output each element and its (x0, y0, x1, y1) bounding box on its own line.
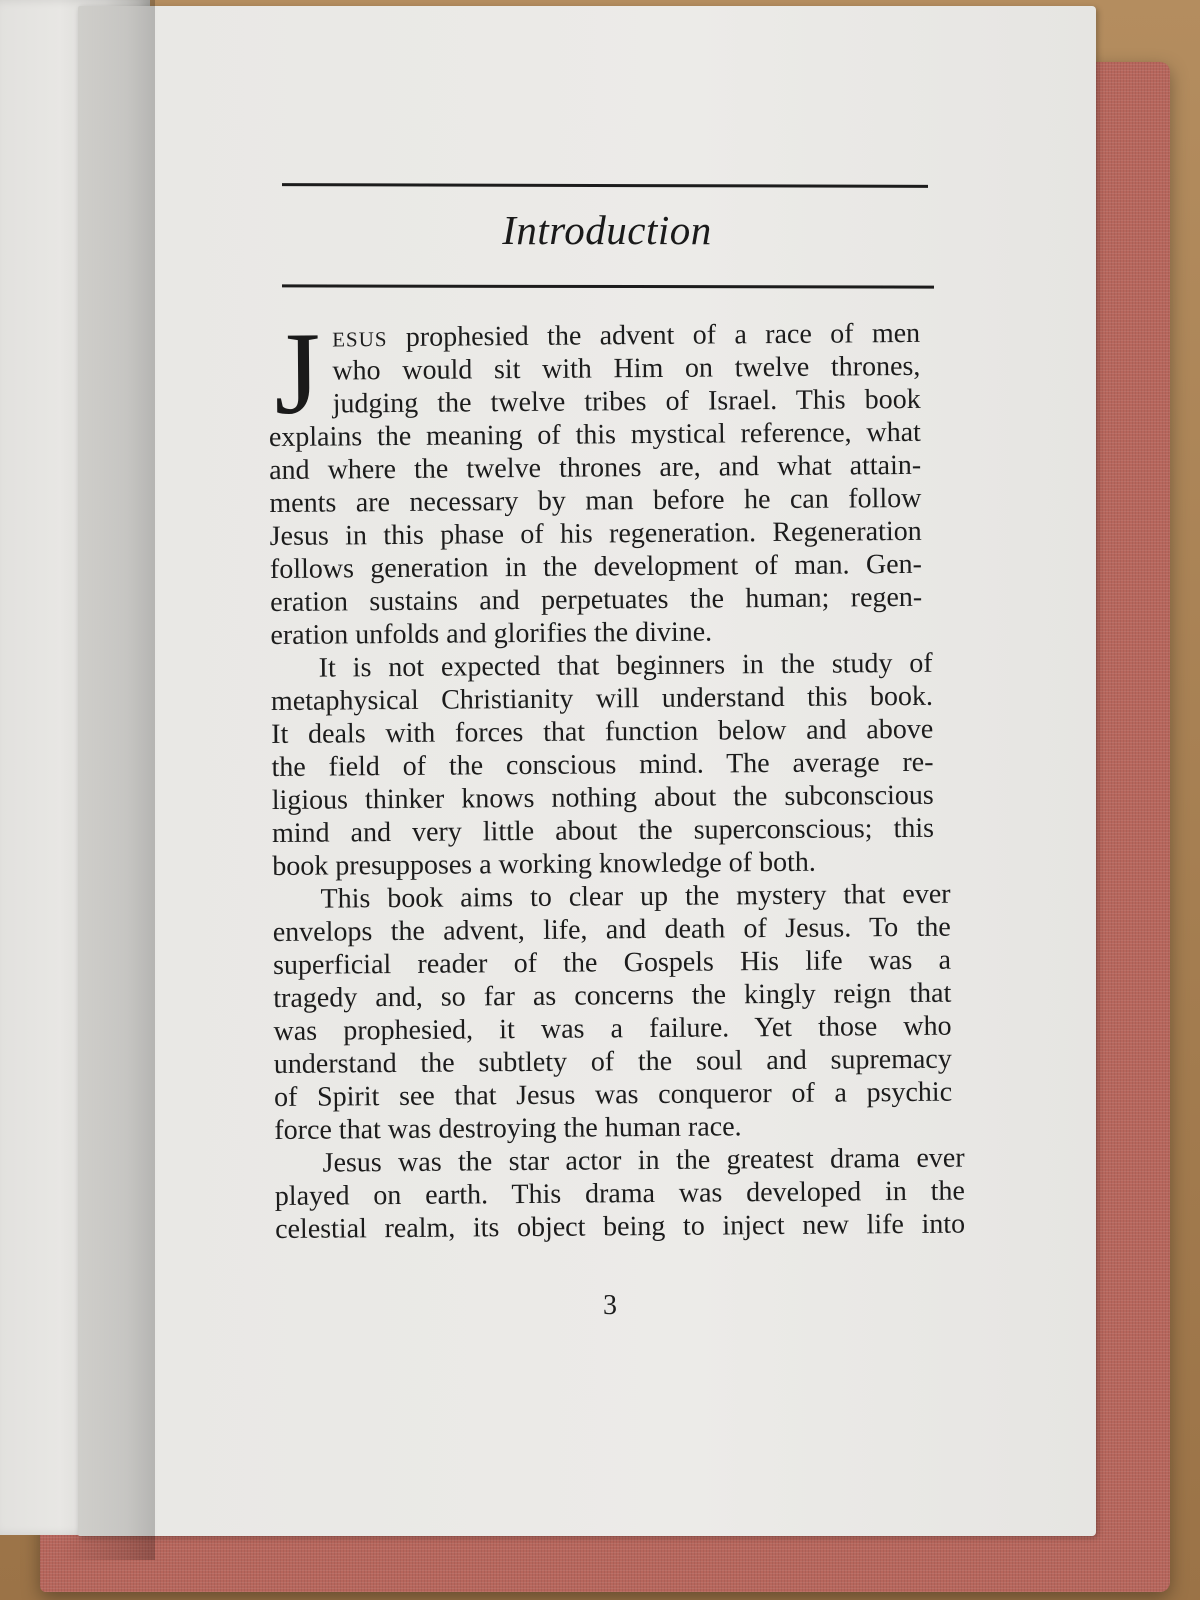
text-line: explains the meaning of this mystical reference, what (268, 416, 922, 453)
text-line: It deals with forces that function below and above (271, 713, 934, 750)
text-line: ESUS prophesied the advent of a race of men (332, 317, 921, 354)
text-line: envelops the advent, life, and death of Jesus. To the (272, 911, 951, 948)
text-line: follows generation in the development of man. Gen- (269, 548, 923, 585)
text-line: It is not expected that beginners in the study of (318, 647, 933, 684)
text-line: was prophesied, it was a failure. Yet those who (273, 1010, 952, 1047)
text-line: Jesus was the star actor in the greatest drama ever (322, 1142, 965, 1179)
page-number: 3 (603, 1290, 617, 1321)
text-line: the field of the conscious mind. The average re- (271, 746, 934, 783)
text-line: tragedy and, so far as concerns the kingly reign that (273, 977, 952, 1014)
text-line: mind and very little about the superconscious; this (271, 812, 935, 849)
text-line: metaphysical Christianity will understand this book. (270, 680, 934, 717)
paragraph-1 (268, 307, 923, 652)
drop-cap-rest: ESUS (332, 327, 388, 352)
paragraph-3 (272, 878, 952, 1147)
text-line: and where the twelve thrones are, and what attain- (269, 449, 922, 486)
text-line: celestial realm, its object being to inject new life into (275, 1208, 966, 1245)
text-line: who would sit with Him on twelve thrones, (332, 350, 921, 387)
text-line: book presupposes a working knowledge of both. (272, 846, 816, 882)
text-line: This book aims to clear up the mystery that ever (320, 878, 951, 915)
drop-cap: J (273, 307, 321, 439)
paragraph-2 (271, 647, 935, 883)
gutter-shadow (60, 0, 155, 1560)
text-line: of Spirit see that Jesus was conqueror of a psychic (273, 1076, 953, 1113)
text-line: superficial reader of the Gospels His life was a (272, 944, 952, 981)
text-line: understand the subtlety of the soul and supremacy (273, 1043, 952, 1080)
text-line: ments are necessary by man before he can follow (269, 482, 922, 519)
paragraph-4 (274, 1142, 965, 1246)
text-line: judging the twelve tribes of Israel. This book (332, 383, 921, 420)
body-text (268, 307, 975, 1246)
text-line: eration sustains and perpetuates the human; regen- (270, 581, 923, 618)
text-line: force that was destroying the human race. (274, 1111, 742, 1146)
text-line: Jesus in this phase of his regeneration. Regeneration (269, 515, 922, 552)
text-line: played on earth. This drama was developed in the (274, 1175, 965, 1212)
text-line: eration unfolds and glorifies the divine. (270, 616, 713, 651)
chapter-title: Introduction (502, 207, 712, 253)
text-line: ligious thinker knows nothing about the subconscious (271, 779, 934, 816)
